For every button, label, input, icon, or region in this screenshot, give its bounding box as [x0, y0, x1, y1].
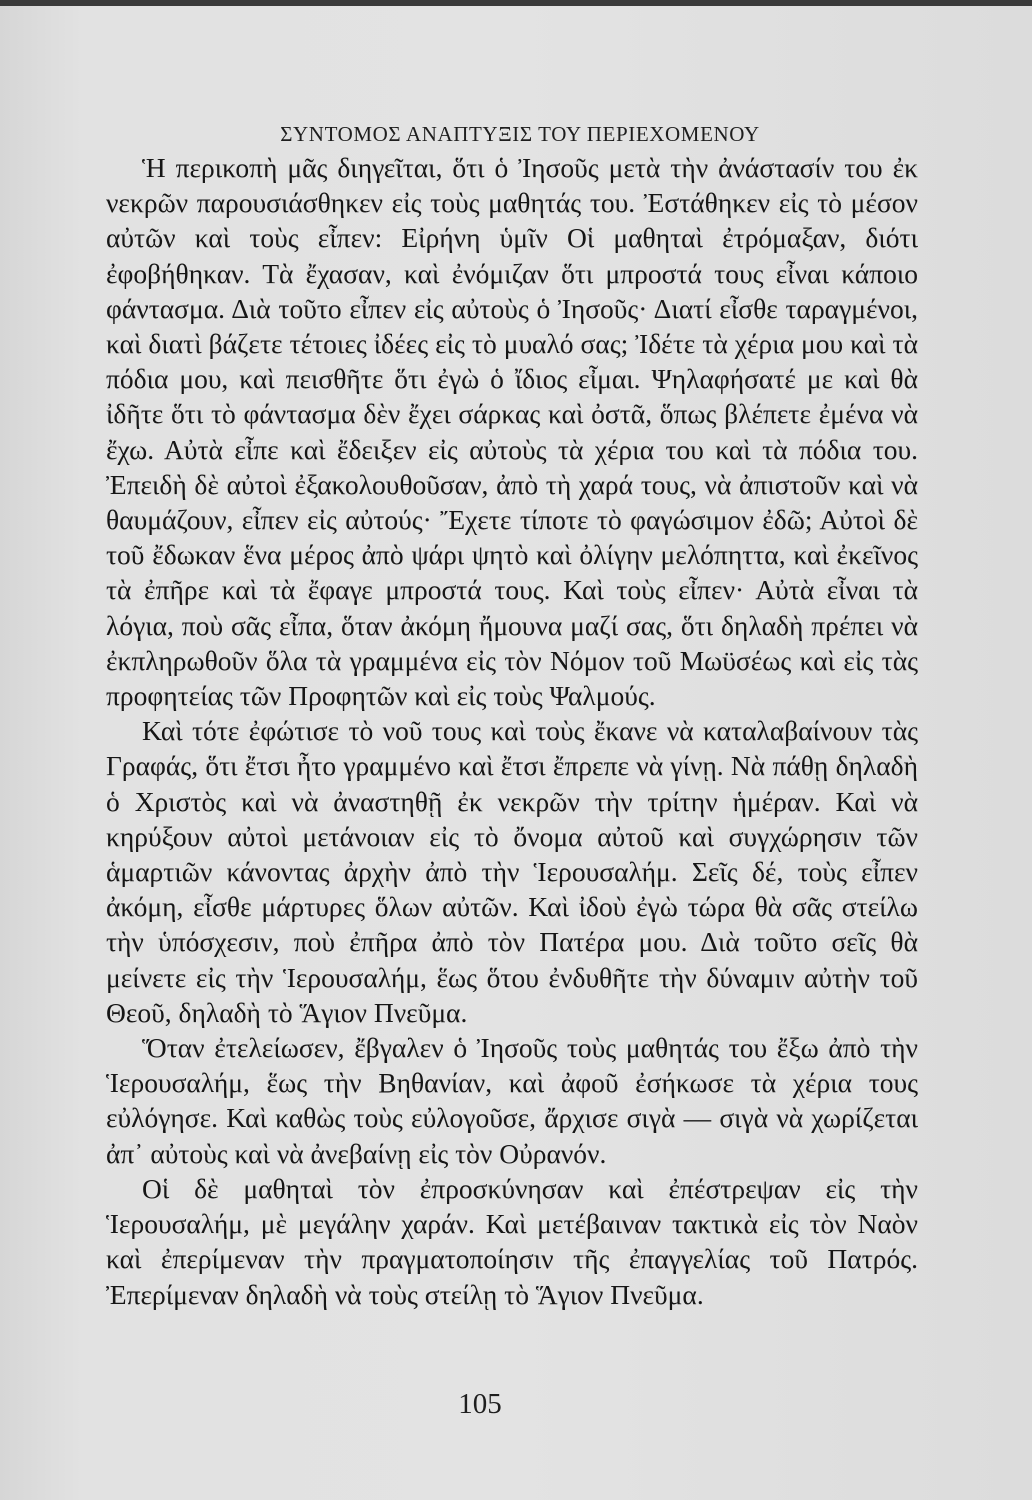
page-number: 105 [458, 1388, 502, 1420]
running-header: ΣΥΝΤΟΜΟΣ ΑΝΑΠΤΥΞΙΣ ΤΟΥ ΠΕΡΙΕΧΟΜΕΝΟΥ [280, 122, 760, 146]
paragraph-4: Οἱ δὲ μαθηταὶ τὸν ἐπροσκύνησαν καὶ ἐπέστρεψαν εἰς τὴν Ἱερουσαλήμ, μὲ μεγάλην χαράν. Καὶ μετέβαιναν τακτικὰ εἰς τὸν Ναὸν καὶ ἐπερίμεναν τὴν πραγματοποίησιν τῆς ἐπαγγελίας τοῦ Πατρός. Ἐπερίμεναν δηλαδὴ νὰ τοὺς στείλῃ τὸ Ἅγιον Πνεῦμα. [106, 1172, 918, 1310]
paragraph-3: Ὅταν ἐτελείωσεν, ἔβγαλεν ὁ Ἰησοῦς τοὺς μαθητάς του ἔξω ἀπὸ τὴν Ἱερουσαλήμ, ἕως τὴν Βηθανίαν, καὶ ἀφοῦ ἐσήκωσε τὰ χέρια τους εὐλόγησε. Καὶ καθὼς τοὺς εὐλογοῦσε, ἄρχισε σιγὰ — σιγὰ νὰ χωρίζεται ἀπ᾽ αὐτοὺς καὶ νὰ ἀνεβαίνῃ εἰς τὸν Οὐρανόν. [106, 1032, 918, 1169]
page-top-edge [0, 0, 1032, 6]
paragraph-1: Ἡ περικοπὴ μᾶς διηγεῖται, ὅτι ὁ Ἰησοῦς μετὰ τὴν ἀνάστασίν του ἐκ νεκρῶν παρουσιάσθηκεν εἰς τοὺς μαθητάς του. Ἐστάθηκεν εἰς τὸ μέσον αὐτῶν καὶ τοὺς εἶπεν: Εἰρήνη ὑμῖν Οἱ μαθηταὶ ἐτρόμαξαν, διότι ἐφοβήθηκαν. Τὰ ἔχασαν, καὶ ἐνόμιζαν ὅτι μπροστά τους εἶναι κάποιο φάντασμα. Διὰ τοῦτο εἶπεν εἰς αὐτοὺς ὁ Ἰησοῦς· Διατί εἶσθε ταραγμένοι, καὶ διατὶ βάζετε τέτοιες ἰδέες εἰς τὸ μυαλό σας; Ἰδέτε τὰ χέρια μου καὶ τὰ πόδια μου, καὶ πεισθῆτε ὅτι ἐγὼ ὁ ἴδιος εἶμαι. Ψηλαφήσατέ με καὶ θὰ ἰδῆτε ὅτι τὸ φάντασμα δὲν ἔχει σάρκας καὶ ὀστᾶ, ὅπως βλέπετε ἐμένα νὰ ἔχω. Αὐτὰ εἶπε καὶ ἔδειξεν εἰς αὐτοὺς τὰ χέρια του καὶ τὰ πόδια του. Ἐπειδὴ δὲ αὐτοὶ ἐξακολουθοῦσαν, ἀπὸ τὴ χαρά τους, νὰ ἀπιστοῦν καὶ νὰ θαυμάζουν, εἶπεν εἰς αὐτούς· Ἔχετε τίποτε τὸ φαγώσιμον ἐδῶ; Αὐτοὶ δὲ τοῦ ἔδωκαν ἕνα μέρος ἀπὸ ψάρι ψητὸ καὶ ὀλίγην μελόπηττα, καὶ ἐκεῖνος τὰ ἐπῆρε καὶ τὰ ἔφαγε μπροστά τους. Καὶ τοὺς εἶπεν· Αὐτὰ εἶναι τὰ λόγια, ποὺ σᾶς εἶπα, ὅταν ἀκόμη ἤμουνα μαζί σας, ὅτι δηλαδὴ πρέπει νὰ ἐκπληρωθοῦν ὅλα τὰ γραμμένα εἰς τὸν Νόμον τοῦ Μωϋσέως καὶ εἰς τὰς προφητείας τῶν Προφητῶν καὶ εἰς τοὺς Ψαλμούς. [106, 152, 918, 712]
paragraph-2: Καὶ τότε ἐφώτισε τὸ νοῦ τους καὶ τοὺς ἔκανε νὰ καταλαβαίνουν τὰς Γραφάς, ὅτι ἔτσι ἦτο γραμμένο καὶ ἔτσι ἔπρεπε νὰ γίνῃ. Νὰ πάθῃ δηλαδὴ ὁ Χριστὸς καὶ νὰ ἀναστηθῇ ἐκ νεκρῶν τὴν τρίτην ἡμέραν. Καὶ νὰ κηρύξουν αὐτοὶ μετάνοιαν εἰς τὸ ὄνομα αὐτοῦ καὶ συγχώρησιν τῶν ἁμαρτιῶν κάνοντας ἀρχὴν ἀπὸ τὴν Ἱερουσαλήμ. Σεῖς δέ, τοὺς εἶπεν ἀκόμη, εἶσθε μάρτυρες ὅλων αὐτῶν. Καὶ ἰδοὺ ἐγὼ τώρα θὰ σᾶς στείλω τὴν ὑπόσχεσιν, ποὺ ἐπῆρα ἀπὸ τὸν Πατέρα μου. Διὰ τοῦτο σεῖς θὰ μείνετε εἰς τὴν Ἱερουσαλήμ, ἕως ὅτου ἐνδυθῆτε τὴν δύναμιν αὐτὴν τοῦ Θεοῦ, δηλαδὴ τὸ Ἅγιον Πνεῦμα. [106, 715, 918, 1028]
body-text [106, 150, 918, 1312]
